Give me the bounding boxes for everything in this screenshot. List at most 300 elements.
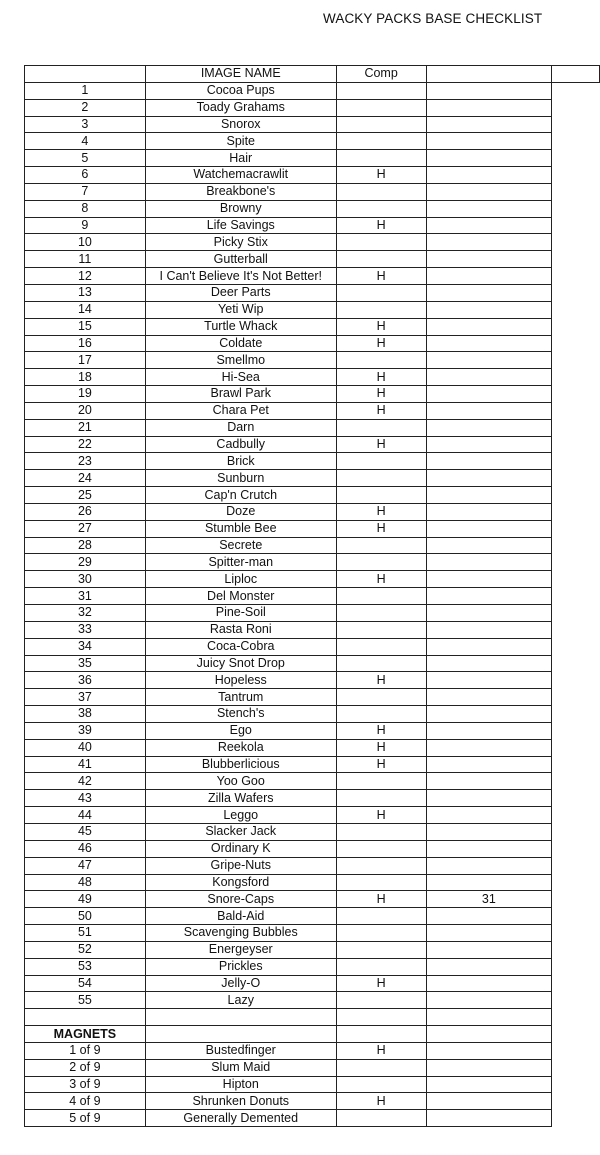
item-extra [426,605,552,622]
item-number: 12 [25,268,146,285]
item-extra [426,520,552,537]
item-comp [336,1110,426,1127]
edge-cell [552,655,600,672]
item-name: Life Savings [145,217,336,234]
table-row [25,251,600,268]
item-comp: H [336,268,426,285]
item-comp [336,487,426,504]
item-name: Cocoa Pups [145,82,336,99]
item-number: 44 [25,807,146,824]
edge-cell [552,975,600,992]
item-number: 6 [25,167,146,184]
item-number: 33 [25,621,146,638]
header-comp: Comp [336,66,426,83]
edge-cell [552,807,600,824]
header-number [25,66,146,83]
table-row [25,739,600,756]
item-number: 46 [25,840,146,857]
item-number: 9 [25,217,146,234]
edge-cell [552,386,600,403]
item-extra [426,369,552,386]
table-row [25,672,600,689]
item-comp: H [336,756,426,773]
magnet-row [25,1110,600,1127]
item-number: 21 [25,419,146,436]
item-number: 3 [25,116,146,133]
table-row [25,756,600,773]
item-name: Cadbully [145,436,336,453]
item-comp: H [336,318,426,335]
item-comp [336,925,426,942]
table-row [25,520,600,537]
item-number: 47 [25,857,146,874]
table-row [25,318,600,335]
edge-cell [552,823,600,840]
item-comp [336,200,426,217]
table-row [25,605,600,622]
item-comp [336,638,426,655]
item-number: 5 [25,150,146,167]
table-row [25,908,600,925]
magnets-label: MAGNETS [25,1026,146,1043]
edge-cell [552,419,600,436]
edge-cell [552,706,600,723]
item-name: Liploc [145,571,336,588]
item-extra [426,402,552,419]
item-number: 8 [25,200,146,217]
edge-cell [552,941,600,958]
item-comp [336,251,426,268]
edge-cell [552,773,600,790]
item-comp [336,150,426,167]
item-comp [336,453,426,470]
item-comp: H [336,891,426,908]
edge-cell [552,588,600,605]
item-extra [426,386,552,403]
page-title: WACKY PACKS BASE CHECKLIST [323,11,543,26]
item-extra [426,857,552,874]
table-row [25,925,600,942]
item-extra [426,689,552,706]
item-number: 52 [25,941,146,958]
item-number: 20 [25,402,146,419]
item-extra [426,807,552,824]
item-name: Ego [145,722,336,739]
edge-cell [552,167,600,184]
magnets-section-row [25,1026,600,1043]
item-name: Snore-Caps [145,891,336,908]
item-number: 37 [25,689,146,706]
item-comp [336,605,426,622]
item-comp [336,537,426,554]
item-number: 24 [25,470,146,487]
item-extra [426,840,552,857]
item-name: Brick [145,453,336,470]
item-name: Browny [145,200,336,217]
table-row [25,621,600,638]
table-row [25,453,600,470]
edge-cell [552,554,600,571]
item-extra [426,99,552,116]
item-name: Del Monster [145,588,336,605]
edge-cell [552,234,600,251]
item-name: Hair [145,150,336,167]
item-name: Spite [145,133,336,150]
item-name: Blubberlicious [145,756,336,773]
table-row [25,335,600,352]
edge-cell [552,908,600,925]
edge-cell [552,318,600,335]
spacer-row [25,1009,600,1026]
table-row [25,823,600,840]
item-number: 7 [25,183,146,200]
item-number: 48 [25,874,146,891]
item-extra [426,335,552,352]
item-number: 23 [25,453,146,470]
header-row [25,66,600,83]
item-extra [426,453,552,470]
edge-cell [552,453,600,470]
item-name: Sunburn [145,470,336,487]
edge-cell [552,503,600,520]
item-extra [426,537,552,554]
item-extra [426,436,552,453]
item-name: Ordinary K [145,840,336,857]
item-name: Slacker Jack [145,823,336,840]
item-name: I Can't Believe It's Not Better! [145,268,336,285]
edge-cell [552,1110,600,1127]
item-extra [426,874,552,891]
item-comp: H [336,571,426,588]
item-comp: H [336,503,426,520]
item-number: 10 [25,234,146,251]
item-number: 34 [25,638,146,655]
edge-cell [552,722,600,739]
item-comp [336,958,426,975]
item-number: 18 [25,369,146,386]
table-row [25,891,600,908]
table-row [25,150,600,167]
edge-cell [552,1059,600,1076]
item-extra [426,470,552,487]
item-extra [426,503,552,520]
item-comp: H [336,335,426,352]
edge-cell [552,891,600,908]
edge-cell [552,268,600,285]
item-name: Picky Stix [145,234,336,251]
item-extra [426,116,552,133]
edge-cell [552,352,600,369]
item-number: 27 [25,520,146,537]
item-number: 17 [25,352,146,369]
item-comp [336,284,426,301]
item-extra [426,352,552,369]
item-extra [426,251,552,268]
edge-cell [552,402,600,419]
item-number: 4 of 9 [25,1093,146,1110]
edge-cell [552,251,600,268]
table-row [25,284,600,301]
item-name: Toady Grahams [145,99,336,116]
table-row [25,537,600,554]
table-row [25,655,600,672]
item-comp [336,234,426,251]
item-number: 38 [25,706,146,723]
item-comp [336,840,426,857]
item-number: 54 [25,975,146,992]
empty-cell [426,1026,552,1043]
item-name: Bald-Aid [145,908,336,925]
item-number: 41 [25,756,146,773]
item-extra [426,790,552,807]
item-comp [336,874,426,891]
item-extra [426,1059,552,1076]
item-name: Hi-Sea [145,369,336,386]
item-extra [426,655,552,672]
item-extra [426,200,552,217]
item-name: Darn [145,419,336,436]
item-number: 40 [25,739,146,756]
edge-cell [552,470,600,487]
item-name: Jelly-O [145,975,336,992]
item-name: Gutterball [145,251,336,268]
table-row [25,200,600,217]
item-number: 4 [25,133,146,150]
item-extra [426,571,552,588]
item-comp: H [336,386,426,403]
edge-cell [552,183,600,200]
edge-cell [552,958,600,975]
item-extra [426,1093,552,1110]
item-extra [426,621,552,638]
item-comp: H [336,520,426,537]
edge-cell [552,335,600,352]
item-name: Breakbone's [145,183,336,200]
table-row [25,874,600,891]
item-name: Juicy Snot Drop [145,655,336,672]
table-row [25,116,600,133]
item-number: 45 [25,823,146,840]
item-comp [336,908,426,925]
item-name: Spitter-man [145,554,336,571]
table-row [25,975,600,992]
edge-cell [552,605,600,622]
item-name: Rasta Roni [145,621,336,638]
item-extra [426,739,552,756]
item-name: Tantrum [145,689,336,706]
item-comp [336,554,426,571]
table-row [25,436,600,453]
item-extra [426,925,552,942]
table-row [25,402,600,419]
table-row [25,941,600,958]
item-number: 49 [25,891,146,908]
item-number: 39 [25,722,146,739]
magnet-row [25,1059,600,1076]
item-extra [426,150,552,167]
edge-cell [552,621,600,638]
item-name: Watchemacrawlit [145,167,336,184]
table-row [25,571,600,588]
table-row [25,807,600,824]
item-extra [426,908,552,925]
edge-cell [552,672,600,689]
item-comp: H [336,975,426,992]
item-comp [336,790,426,807]
item-extra [426,234,552,251]
item-extra [426,487,552,504]
item-name: Doze [145,503,336,520]
item-comp [336,823,426,840]
item-comp: H [336,1042,426,1059]
item-extra [426,672,552,689]
item-comp: H [336,672,426,689]
edge-cell [552,992,600,1009]
item-extra [426,301,552,318]
item-number: 35 [25,655,146,672]
item-comp [336,1059,426,1076]
edge-cell [552,1093,600,1110]
item-extra [426,318,552,335]
edge-cell [552,284,600,301]
item-extra [426,1110,552,1127]
item-name: Scavenging Bubbles [145,925,336,942]
table-row [25,840,600,857]
edge-cell [552,689,600,706]
table-row [25,773,600,790]
item-comp [336,588,426,605]
item-name: Smellmo [145,352,336,369]
item-name: Hopeless [145,672,336,689]
table-row [25,82,600,99]
item-extra [426,722,552,739]
item-number: 13 [25,284,146,301]
item-comp [336,706,426,723]
item-comp [336,689,426,706]
item-name: Pine-Soil [145,605,336,622]
item-comp [336,116,426,133]
item-name: Bustedfinger [145,1042,336,1059]
table-row [25,183,600,200]
item-extra [426,1042,552,1059]
item-number: 14 [25,301,146,318]
table-row [25,352,600,369]
edge-cell [552,520,600,537]
item-comp [336,99,426,116]
item-comp [336,301,426,318]
item-extra: 31 [426,891,552,908]
edge-cell [552,537,600,554]
item-number: 1 [25,82,146,99]
item-number: 22 [25,436,146,453]
item-extra [426,167,552,184]
item-extra [426,133,552,150]
item-name: Brawl Park [145,386,336,403]
table-row [25,470,600,487]
item-number: 32 [25,605,146,622]
item-extra [426,268,552,285]
item-number: 1 of 9 [25,1042,146,1059]
item-comp [336,655,426,672]
edge-cell [552,1009,600,1026]
edge-cell [552,874,600,891]
item-name: Generally Demented [145,1110,336,1127]
table-row [25,167,600,184]
item-name: Kongsford [145,874,336,891]
table-row [25,958,600,975]
item-comp [336,992,426,1009]
table-row [25,689,600,706]
item-number: 15 [25,318,146,335]
item-comp: H [336,1093,426,1110]
table-row [25,857,600,874]
item-comp: H [336,436,426,453]
item-comp [336,82,426,99]
edge-cell [552,739,600,756]
item-comp: H [336,722,426,739]
item-comp: H [336,739,426,756]
edge-cell [552,82,600,99]
item-extra [426,419,552,436]
edge-cell [552,1042,600,1059]
item-extra [426,941,552,958]
edge-cell [552,790,600,807]
item-number: 42 [25,773,146,790]
item-extra [426,706,552,723]
edge-cell [552,436,600,453]
table-row [25,268,600,285]
item-number: 31 [25,588,146,605]
item-number: 3 of 9 [25,1076,146,1093]
item-name: Yeti Wip [145,301,336,318]
empty-cell [336,1026,426,1043]
table-row [25,992,600,1009]
item-name: Stench's [145,706,336,723]
item-name: Prickles [145,958,336,975]
item-comp: H [336,217,426,234]
edge-cell [552,200,600,217]
item-number: 2 [25,99,146,116]
edge-cell [552,301,600,318]
item-comp: H [336,167,426,184]
item-comp: H [336,402,426,419]
empty-cell [145,1026,336,1043]
item-name: Secrete [145,537,336,554]
item-comp [336,470,426,487]
item-extra [426,588,552,605]
item-comp [336,352,426,369]
item-number: 36 [25,672,146,689]
item-comp [336,857,426,874]
item-name: Zilla Wafers [145,790,336,807]
item-number: 19 [25,386,146,403]
item-name: Coldate [145,335,336,352]
table-row [25,790,600,807]
item-comp [336,1076,426,1093]
checklist-table [24,65,600,1127]
item-comp [336,941,426,958]
item-extra [426,823,552,840]
edge-cell [552,150,600,167]
item-name: Coca-Cobra [145,638,336,655]
item-name: Lazy [145,992,336,1009]
item-comp [336,183,426,200]
table-row [25,301,600,318]
table-row [25,99,600,116]
item-number: 25 [25,487,146,504]
edge-cell [552,133,600,150]
edge-cell [552,217,600,234]
